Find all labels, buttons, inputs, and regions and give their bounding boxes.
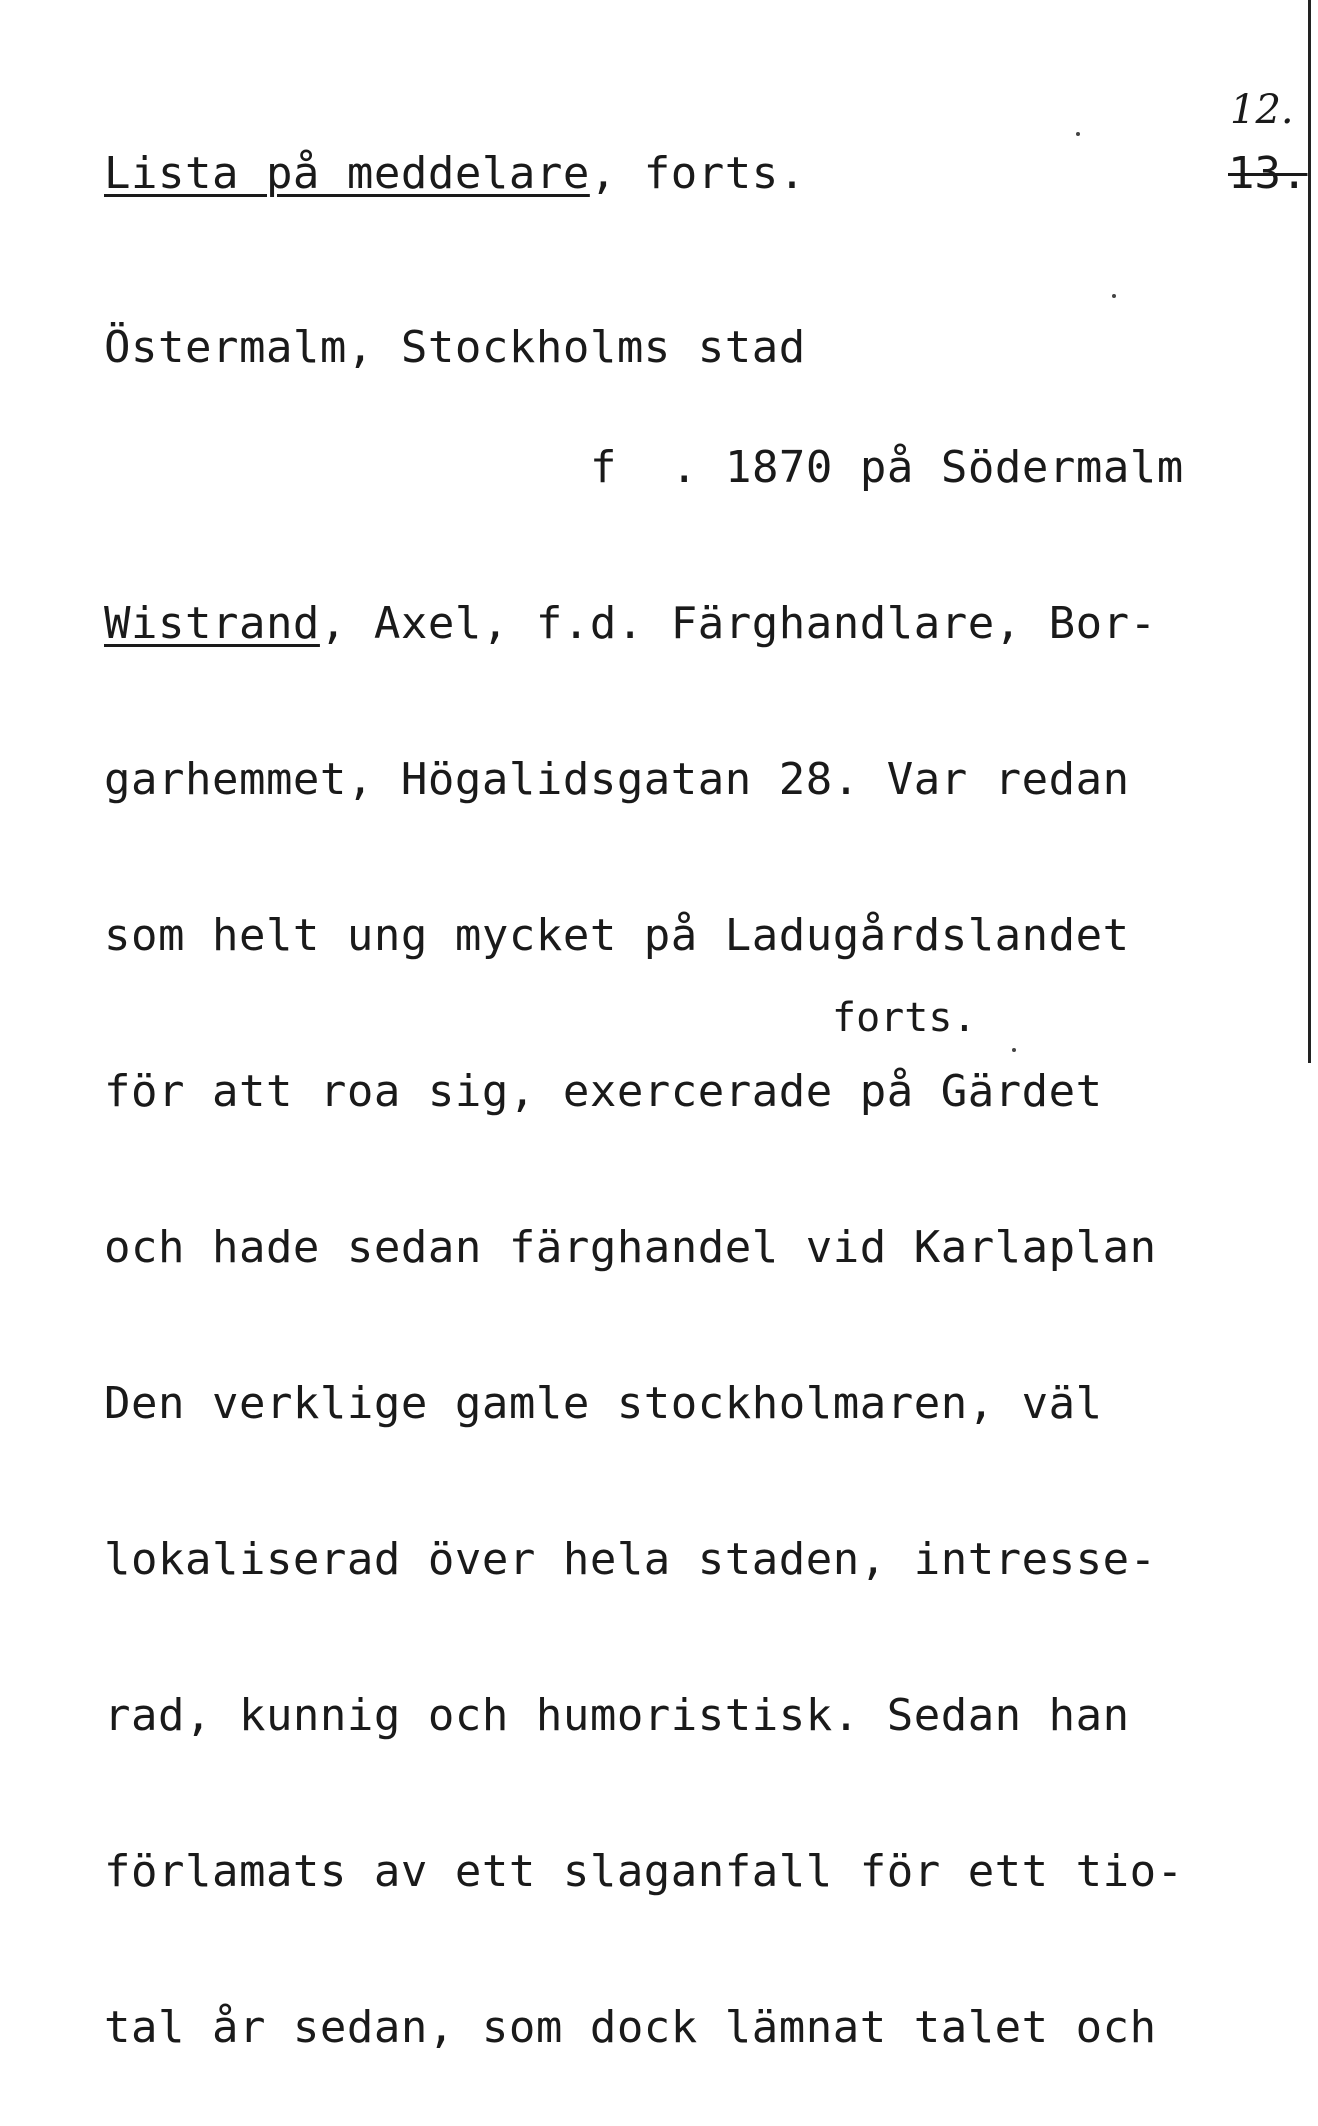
heading-underlined: Lista på meddelare [104, 148, 590, 199]
entry-line: och hade sedan färghandel vid Karlaplan [104, 1222, 1157, 1273]
struck-page-number: 13. [1228, 148, 1308, 199]
region-line: Östermalm, Stockholms stad [104, 322, 806, 373]
heading-rest: , forts. [589, 148, 806, 199]
entry-body [104, 494, 1184, 2126]
scan-speck [1012, 1048, 1016, 1052]
entry-line: rad, kunnig och humoristisk. Sedan han [104, 1690, 1130, 1741]
entry-line: förlamats av ett slaganfall för ett tio- [104, 1846, 1184, 1897]
entry-line: lokaliserad över hela staden, intresse- [104, 1534, 1157, 1585]
entry-line: Wistrand, Axel, f.d. Färghandlare, Bor- [104, 598, 1157, 649]
birth-note: f . 1870 på Södermalm [590, 442, 1184, 493]
entry-line: för att roa sig, exercerade på Gärdet [104, 1066, 1103, 1117]
entry-line: Den verklige gamle stockholmaren, väl [104, 1378, 1103, 1429]
entry-line: garhemmet, Högalidsgatan 28. Var redan [104, 754, 1130, 805]
continued-note: forts. [832, 995, 977, 1041]
page-number: 12. [1230, 87, 1294, 133]
entry-line: som helt ung mycket på Ladugårdslandet [104, 910, 1130, 961]
card-edge [1308, 0, 1311, 1063]
card-heading [104, 148, 806, 200]
scan-speck [1076, 132, 1080, 136]
entry-line: tal år sedan, som dock lämnat talet och [104, 2002, 1157, 2053]
entry-name: Wistrand [104, 598, 320, 649]
scan-speck [1112, 294, 1116, 298]
